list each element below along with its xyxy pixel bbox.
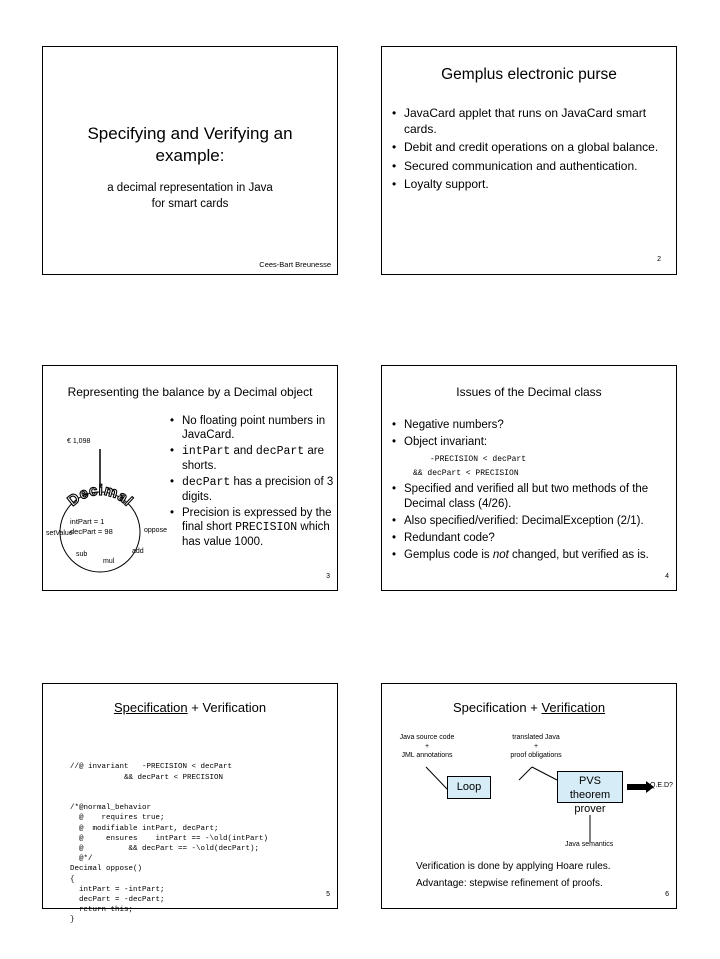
euro-balance: € 1,098 <box>67 438 91 445</box>
bullet-item: • decPart has a precision of 3 digits. <box>170 475 335 504</box>
slide-1-title: Specifying and Verifying an example: <box>87 124 293 165</box>
code-block: //@ invariant -PRECISION < decPart && decPart < PRECISION /*@normal_behavior @ requires true; @ modifiable intPart, decPart; @ ensures intPart == -\old(intPart) @ && decPart == -\old(decPart); @*/ Decimal oppose() { intPart = -intPart; decPart = -decPart; return this; } <box>70 763 269 925</box>
bullet-item: • Gemplus code is not changed, but verified as is. <box>392 548 670 563</box>
slide-3-bullets <box>170 414 335 549</box>
slide-2-title: Gemplus electronic purse <box>441 66 617 83</box>
decimal-arc-label: Decimal <box>64 481 137 510</box>
slide-2-bullets <box>392 106 662 193</box>
slide-5 <box>42 683 338 925</box>
slide-1 <box>42 46 338 275</box>
source-connector <box>426 767 448 790</box>
bullet-item: • No floating point numbers in JavaCard. <box>170 414 335 442</box>
slide-6-title: Specification + Verification <box>452 700 606 715</box>
dec-part-label: decPart = 98 <box>70 527 113 536</box>
invariant-line-2: && decPart < PRECISION <box>413 469 519 478</box>
bullet-item: • Negative numbers? <box>392 418 670 433</box>
method-oppose: oppose <box>144 527 167 534</box>
method-add: add <box>132 548 144 555</box>
page-number: 3 <box>326 573 330 580</box>
bullet-item: • Also specified/verified: DecimalException (2/1). <box>392 514 670 529</box>
page-number: 6 <box>665 891 669 898</box>
bullet-item: • Redundant code? <box>392 531 670 546</box>
page-number: 2 <box>657 256 661 263</box>
slide-1-author: Cees-Bart Breunesse <box>259 260 331 269</box>
slide-4-bullets <box>392 418 670 450</box>
bullet-item: • Object invariant: <box>392 435 670 450</box>
page-number: 5 <box>326 891 330 898</box>
slide-5-title: Specification + Verification <box>113 700 267 715</box>
translated-connector-left <box>519 767 532 780</box>
int-part-label: intPart = 1 <box>70 517 105 526</box>
slide-4 <box>381 365 677 591</box>
pvs-box: PVS theorem prover <box>557 771 623 803</box>
bullet-item: • Loyalty support. <box>392 177 662 193</box>
slide-1-subtitle: a decimal representation in Java for smart cards <box>107 182 273 210</box>
bullet-item: • intPart and decPart are shorts. <box>170 444 335 473</box>
bullet-item: • Debit and credit operations on a global balance. <box>392 140 662 156</box>
method-setvalue: setValue <box>46 530 73 537</box>
slide-2 <box>381 46 677 275</box>
java-semantics-label: Java semantics <box>565 841 614 848</box>
slide-3 <box>42 365 338 591</box>
translated-label: translated Java + proof obligations <box>510 734 562 759</box>
bullet-item: • Secured communication and authentication. <box>392 159 662 175</box>
loop-box: Loop <box>447 776 491 799</box>
invariant-line-1: -PRECISION < decPart <box>430 455 527 464</box>
source-label: Java source code + JML annotations <box>399 734 455 759</box>
bullet-item: • Specified and verified all but two methods of the Decimal class (4/26). <box>392 482 670 512</box>
slide-3-title: Representing the balance by a Decimal object <box>67 385 313 399</box>
translated-connector-right <box>532 767 557 780</box>
slide-6 <box>381 683 677 909</box>
bullet-item: • JavaCard applet that runs on JavaCard smart cards. <box>392 106 662 137</box>
page-number: 4 <box>665 573 669 580</box>
bullet-item: • Precision is expressed by the final short PRECISION which has value 1000. <box>170 506 335 549</box>
qed-label: Q.E.D? <box>650 782 673 789</box>
verification-notes: Verification is done by applying Hoare rules. Advantage: stepwise refinement of proofs. <box>416 861 611 889</box>
slide-4-title: Issues of the Decimal class <box>456 385 602 399</box>
method-mul: mul <box>103 558 115 565</box>
slide-4-bullets-2 <box>392 482 670 563</box>
method-sub: sub <box>76 551 88 558</box>
